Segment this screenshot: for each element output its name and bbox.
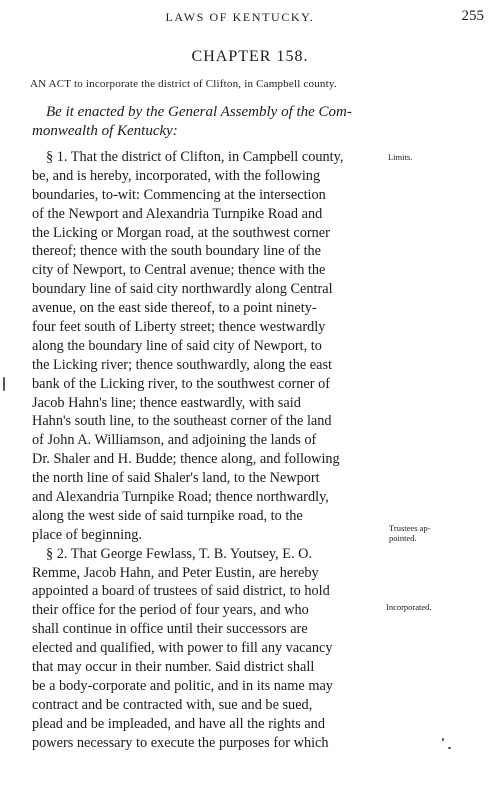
body-line: their office for the period of four years, and who [32, 602, 309, 619]
body-line: that may occur in their number. Said district shall [32, 659, 315, 676]
enacting-line: monwealth of Kentucky: [32, 123, 178, 139]
body-line: plead and be impleaded, and have all the rights and [32, 715, 325, 732]
running-head [0, 10, 500, 28]
body-line: along the west side of said turnpike road, to the [32, 507, 303, 524]
body-line: Dr. Shaler and H. Budde; thence along, and following [32, 451, 340, 468]
body-line: contract and be contracted with, sue and be sued, [32, 696, 313, 713]
scan-speck [3, 377, 5, 391]
body-line: city of Newport, to Central avenue; thence with the [32, 262, 326, 279]
scan-speck [442, 738, 444, 741]
margin-note-incorporated [386, 602, 432, 612]
body-line: Hahn's south line, to the southeast corner of the land [32, 413, 332, 430]
body-line: the Licking or Morgan road, at the southwest corner [32, 224, 330, 241]
act-title: AN ACT to incorporate the district of Clifton, in Campbell county. [30, 78, 337, 90]
body-line: powers necessary to execute the purposes for which [32, 734, 329, 751]
margin-note-limits-text: Limits. [388, 152, 413, 162]
enacting-clause [32, 103, 432, 141]
section-1-first-line: § 1. That the district of Clifton, in Campbell county, [46, 149, 344, 165]
body-line: appointed a board of trustees of said district, to hold [32, 583, 330, 600]
scan-speck [448, 747, 451, 749]
body-line: boundaries, to-wit: Commencing at the intersection [32, 186, 326, 203]
body-line: bank of the Licking river, to the southwest corner of [32, 375, 330, 392]
body-line: be a body-corporate and politic, and in its name may [32, 677, 333, 694]
body-line: shall continue in office until their successors are [32, 621, 308, 638]
body-line: the Licking river; thence southwardly, along the east [32, 356, 333, 373]
body-line: avenue, on the east side thereof, to a point ninety- [32, 300, 317, 317]
running-title: LAWS OF KENTUCKY. [165, 10, 315, 24]
body-line: along the boundary line of said city of Newport, to [32, 337, 322, 354]
body-line: Remme, Jacob Hahn, and Peter Eustin, are hereby [32, 564, 319, 581]
page-number: 255 [461, 8, 484, 24]
body-line: be, and is hereby, incorporated, with the following [32, 167, 321, 184]
margin-note-trustees-line: pointed. [389, 533, 417, 543]
body-line: and Alexandria Turnpike Road; thence northwardly, [32, 489, 329, 506]
body-line: Jacob Hahn's line; thence eastwardly, with said [32, 394, 301, 411]
enacting-line: Be it enacted by the General Assembly of the Com- [46, 104, 352, 120]
section-2-first-line: § 2. That George Fewlass, T. B. Youtsey, E. O. [46, 545, 313, 562]
margin-note-incorporated-text: Incorporated. [386, 602, 432, 612]
body-line: place of beginning. [32, 526, 142, 543]
body-line: the north line of said Shaler's land, to the Newport [32, 470, 320, 487]
body-line: elected and qualified, with power to fill any vacancy [32, 640, 333, 657]
margin-note-trustees-line: Trustees ap- [389, 523, 431, 533]
body-line: four feet south of Liberty street; thence westwardly [32, 319, 326, 336]
margin-note-limits [388, 152, 412, 162]
body-line: boundary line of said city northwardly along Central [32, 281, 333, 298]
body-text [32, 148, 432, 753]
body-line: thereof; thence with the south boundary line of the [32, 243, 322, 260]
chapter-title: CHAPTER 158. [191, 48, 309, 65]
body-line: of the Newport and Alexandria Turnpike Road and [32, 205, 323, 222]
margin-note-trustees [389, 523, 430, 543]
body-line: of John A. Williamson, and adjoining the lands of [32, 432, 317, 449]
